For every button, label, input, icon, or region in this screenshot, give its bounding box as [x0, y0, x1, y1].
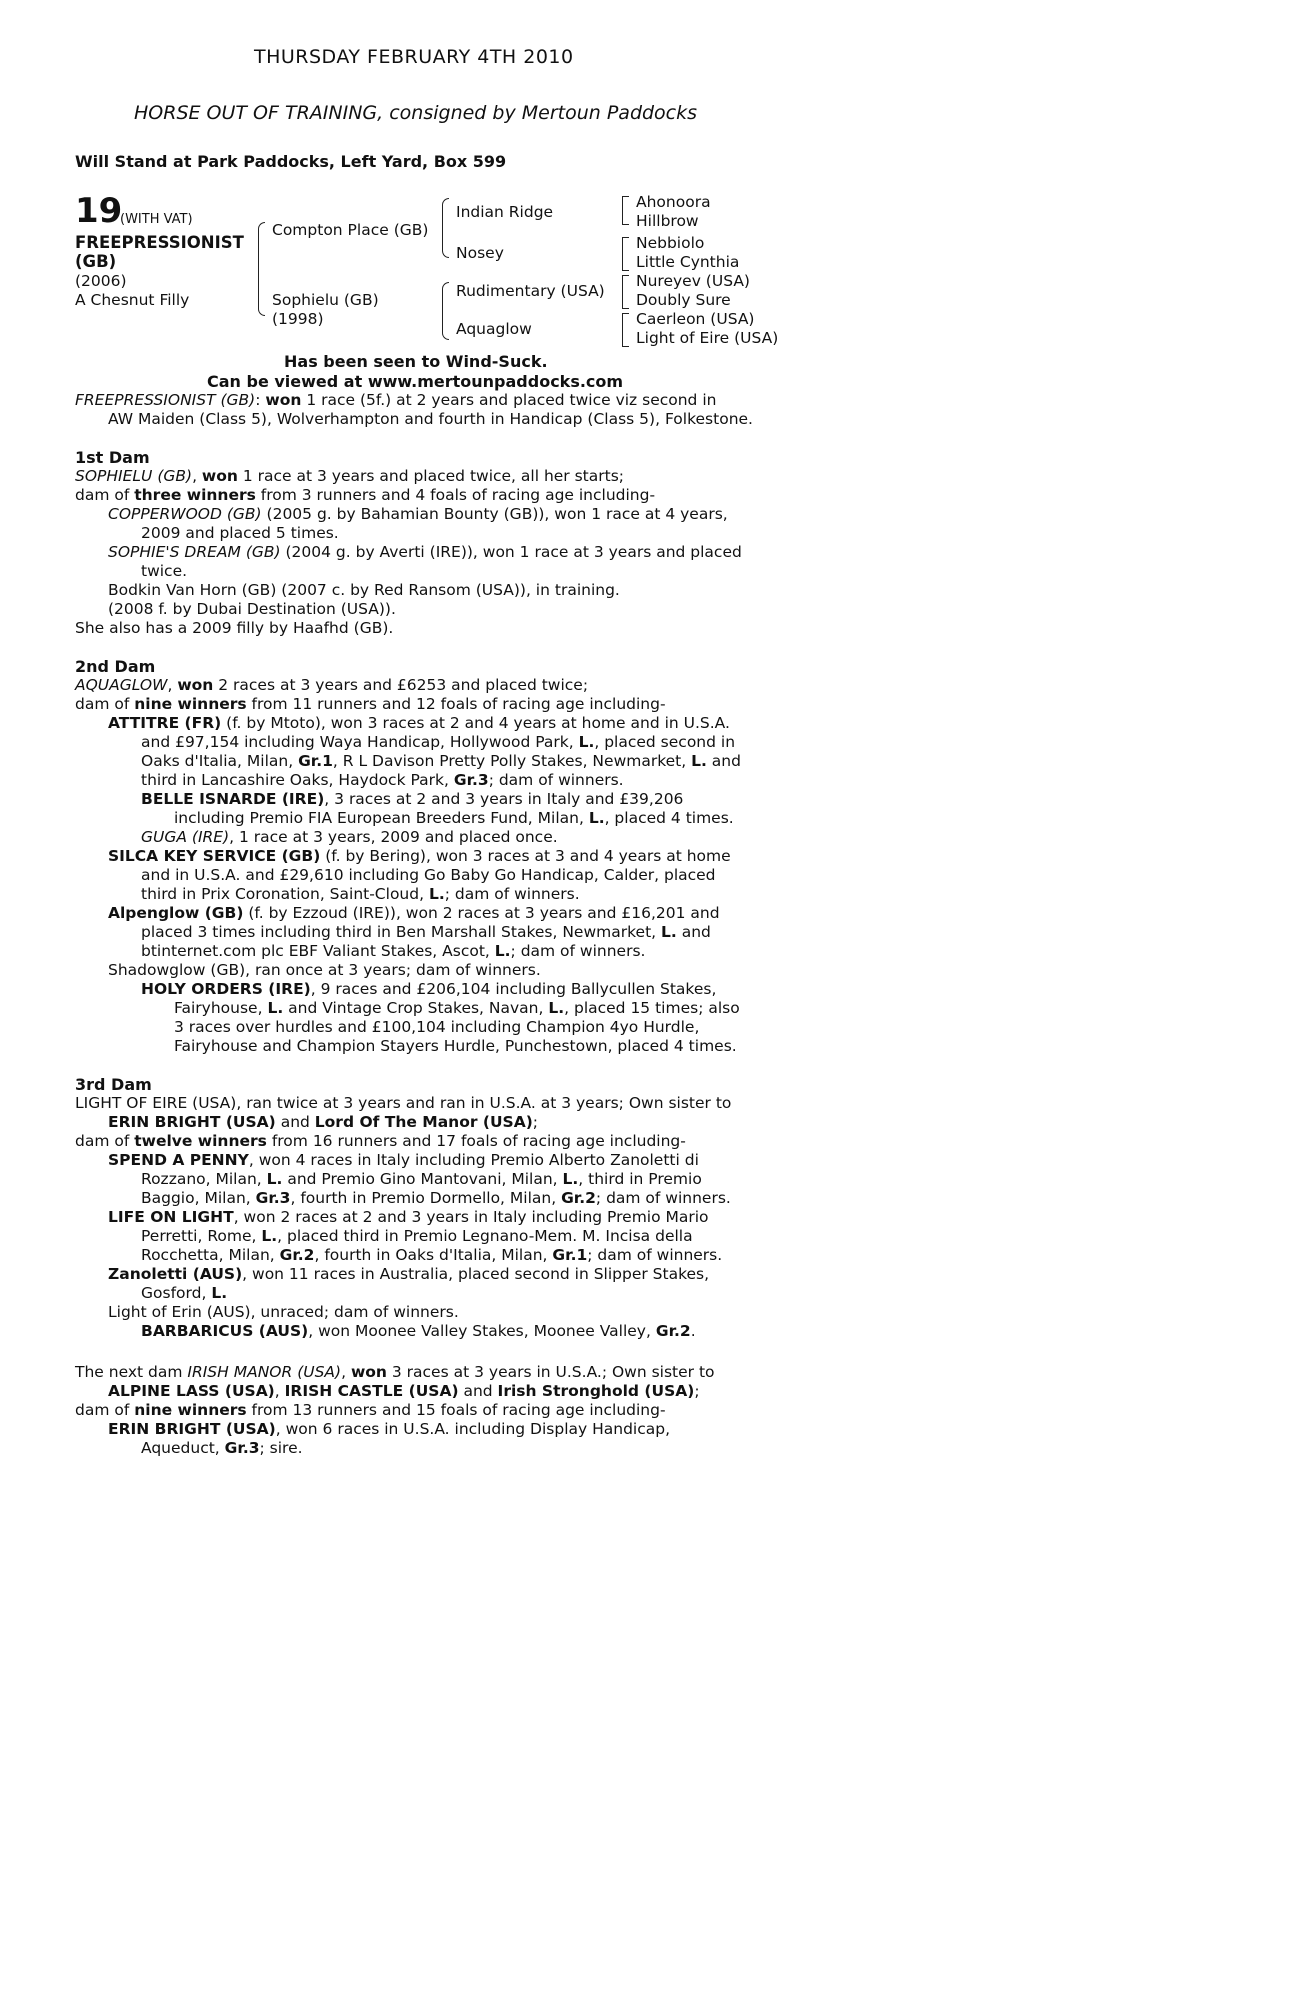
pedigree-g3-8: Light of Eire (USA) — [636, 329, 779, 347]
horse-name: FREEPRESSIONIST (GB) — [75, 233, 244, 271]
pedigree-sire: Compton Place (GB) — [272, 221, 429, 239]
viewing-note: Can be viewed at www.mertounpaddocks.com — [207, 372, 624, 391]
sale-date: THURSDAY FEBRUARY 4TH 2010 — [254, 46, 574, 68]
pedigree-g3-6: Doubly Sure — [636, 291, 731, 309]
second-dam-section: 2nd Dam AQUAGLOW, won 2 races at 3 years and £6253 and placed twice; dam of nine winners from 11 runners and 12 foals of racing age including- ATTITRE (FR) (f. by Mtoto), won 3 races at 2 and 4 years at home and in U.S.A. and £97,154 including Waya Handicap, Hollywood Park, L., placed second in Oaks d'Italia, Milan, Gr.1, R L Davison Pretty Polly Stakes, Newmarket, L. and third in Lancashire Oaks, Haydock Park, Gr.3; dam of winners. BELLE ISNARDE (IRE), 3 races at 2 and 3 years in Italy and £39,206 including Premio FIA European Breeders Fund, Milan, L., placed 4 times. GUGA (IRE), 1 race at 3 years, 2009 and placed once. SILCA KEY SERVICE (GB) (f. by Bering), won 3 races at 3 and 4 years at home and in U.S.A. and £29,610 including Go Baby Go Handicap, Calder, placed third in Prix Coronation, Saint-Cloud, L.; dam of winners. Alpenglow (GB) (f. by Ezzoud (IRE)), won 2 races at 3 years and £16,201 and placed 3 times including third in Ben Marshall Stakes, Newmarket, L. and btinternet.com plc EBF Valiant Stakes, Ascot, L.; dam of winners. Shadowglow (GB), ran once at 3 years; dam of winners. HOLY ORDERS (IRE), 9 races and £206,104 including Ballycullen Stakes, Fairyhouse, L. and Vintage Crop Stakes, Navan, L., placed 15 times; also 3 races over hurdles and £100,104 including Champion 4yo Hurdle, Fairyhouse and Champion Stayers Hurdle, Punchestown, placed 4 times. — [75, 657, 755, 1056]
pedigree-dam-year: (1998) — [272, 310, 324, 328]
pedigree-g3-4: Little Cynthia — [636, 253, 740, 271]
third-dam-heading: 3rd Dam — [75, 1075, 152, 1094]
horse-description: A Chesnut Filly — [75, 291, 190, 309]
pedigree-sire-sire: Indian Ridge — [456, 203, 554, 221]
second-dam-heading: 2nd Dam — [75, 657, 156, 676]
horse-year: (2006) — [75, 272, 127, 290]
pedigree-g3-3: Nebbiolo — [636, 234, 705, 252]
pedigree-g3-5: Nureyev (USA) — [636, 272, 750, 290]
wind-suck-note: Has been seen to Wind-Suck. — [284, 352, 548, 371]
third-dam-section: 3rd Dam LIGHT OF EIRE (USA), ran twice at 3 years and ran in U.S.A. at 3 years; Own sister to ERIN BRIGHT (USA) and Lord Of The Manor (USA); dam of twelve winners from 16 runners and 17 foals of racing age including- SPEND A PENNY, won 4 races in Italy including Premio Alberto Zanoletti di Rozzano, Milan, L. and Premio Gino Mantovani, Milan, L., third in Premio Baggio, Milan, Gr.3, fourth in Premio Dormello, Milan, Gr.2; dam of winners. LIFE ON LIGHT, won 2 races at 2 and 3 years in Italy including Premio Mario Perretti, Rome, L., placed third in Premio Legnano-Mem. M. Incisa della Rocchetta, Milan, Gr.2, fourth in Oaks d'Italia, Milan, Gr.1; dam of winners. Zanoletti (AUS), won 11 races in Australia, placed second in Slipper Stakes, Gosford, L. Light of Erin (AUS), unraced; dam of winners. BARBARICUS (AUS), won Moonee Valley Stakes, Moonee Valley, Gr.2. — [75, 1075, 755, 1341]
pedigree-dam-dam: Aquaglow — [456, 320, 532, 338]
first-dam-section: 1st Dam SOPHIELU (GB), won 1 race at 3 years and placed twice, all her starts; dam of three winners from 3 runners and 4 foals of racing age including- COPPERWOOD (GB) (2005 g. by Bahamian Bounty (GB)), won 1 race at 4 years, 2009 and placed 5 times. SOPHIE'S DREAM (GB) (2004 g. by Averti (IRE)), won 1 race at 3 years and placed twice. Bodkin Van Horn (GB) (2007 c. by Red Ransom (USA)), in training. (2008 f. by Dubai Destination (USA)). She also has a 2009 filly by Haafhd (GB). — [75, 448, 755, 638]
pedigree-brace — [622, 313, 629, 347]
lot-number: 19 — [75, 191, 123, 231]
consignment-line: HORSE OUT OF TRAINING, consigned by Mertoun Paddocks — [134, 102, 698, 124]
pedigree-brace — [442, 282, 449, 340]
racing-record: FREEPRESSIONIST (GB): won 1 race (5f.) at 2 years and placed twice viz second in AW Maiden (Class 5), Wolverhampton and fourth in Handicap (Class 5), Folkestone. — [75, 391, 753, 428]
pedigree-brace — [622, 196, 629, 225]
pedigree-brace — [258, 222, 265, 316]
pedigree-brace — [622, 237, 629, 271]
lot-vat: (WITH VAT) — [120, 212, 193, 227]
pedigree-g3-1: Ahonoora — [636, 193, 711, 211]
first-dam-heading: 1st Dam — [75, 448, 150, 467]
pedigree-sire-dam: Nosey — [456, 244, 504, 262]
pedigree-dam: Sophielu (GB) — [272, 291, 379, 309]
pedigree-brace — [442, 198, 449, 258]
pedigree-brace — [622, 275, 629, 309]
pedigree-dam-sire: Rudimentary (USA) — [456, 282, 605, 300]
stand-location: Will Stand at Park Paddocks, Left Yard, Box 599 — [75, 152, 507, 171]
pedigree-g3-7: Caerleon (USA) — [636, 310, 755, 328]
pedigree-g3-2: Hillbrow — [636, 212, 699, 230]
next-dam-section: The next dam IRISH MANOR (USA), won 3 races at 3 years in U.S.A.; Own sister to ALPINE LASS (USA), IRISH CASTLE (USA) and Irish Stronghold (USA); dam of nine winners from 13 runners and 15 foals of racing age including- ERIN BRIGHT (USA), won 6 races in U.S.A. including Display Handicap, Aqueduct, Gr.3; sire. — [75, 1363, 715, 1457]
